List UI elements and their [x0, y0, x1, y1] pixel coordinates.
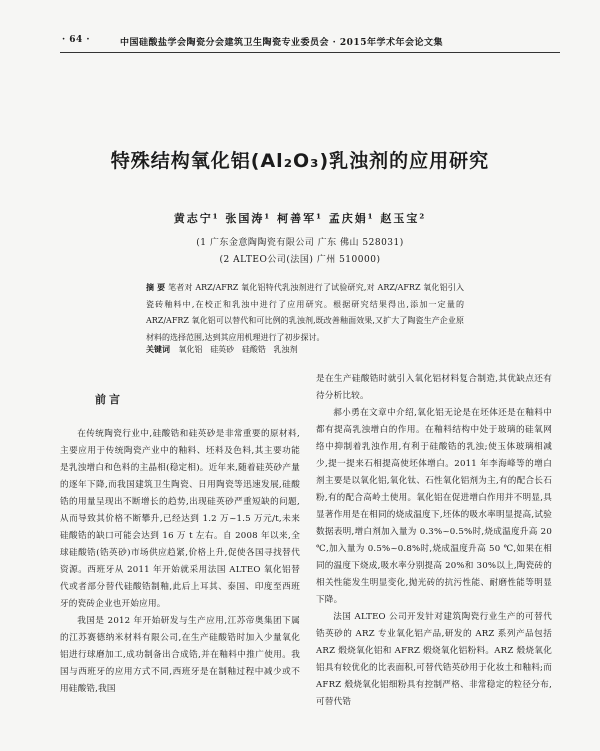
- running-header: [62, 35, 560, 49]
- journal-title: 中国硅酸盐学会陶瓷分会建筑卫生陶瓷专业委员会 · 2015年学术年会论文集: [120, 38, 443, 48]
- affiliation-2: (2 ALTEO公司(法国) 广州 510000): [219, 255, 381, 265]
- body-paragraph: 我国是 2012 年开始研发与生产应用,江苏帝奥集团下属的江苏赛德纳米材料有限公司,在生产硅酸锆时加入少量氧化铝进行球磨加工,成功制备出合成锆,并在釉料中推广使用。我国与西班牙的应用方式不同,西班牙是在制釉过程中减少或不用硅酸锆,我国: [60, 616, 300, 694]
- abstract-text: 笔者对 ARZ/AFRZ 氧化铝特代乳浊剂进行了试验研究,对 ARZ/AFRZ 氧化铝引入瓷砖釉料中,在校正和乳浊中进行了应用研究。根据研究结果得出,添加一定量的 ARZ/AFRZ 氧化铝可以替代和可比例的乳浊剂,既改善釉面效果,又扩大了陶瓷生产企业原材料的选择范围,达到其应用机理进行了初步探讨。: [146, 283, 464, 342]
- keyword: 乳浊剂: [273, 345, 298, 354]
- keyword: 硅酸锆: [241, 345, 266, 354]
- left-column: [60, 426, 300, 698]
- paper-title: 特殊结构氧化铝(Al₂O₃)乳浊剂的应用研究: [110, 150, 490, 172]
- abstract: [146, 279, 464, 346]
- keywords-label: 关键词: [146, 344, 170, 354]
- body-paragraph: 在传统陶瓷行业中,硅酸锆和硅英砂是非常重要的原材料,主要应用于传统陶瓷产业中的釉料、坯料及色料,其主要功能是乳浊增白和色料的主晶相(稳定相)。近年来,随着硅英砂产量的逐年下降,而我国建筑卫生陶瓷、日用陶瓷等迅速发展,硅酸锆的用量呈现出不断增长的趋势,出现硅英砂严重短缺的问题,从而导致其价格不断攀升,已经达到 1.2 万~1.5 万元/t,未来硅酸锆的缺口可能会达到 16 万 t 左右。自 2008 年以来,全球硅酸锆(锆英砂)市场供应趋紧,价格上升,促使各国寻找替代资源。西班牙从 2011 年开始就采用法国 ALTEO 氧化铝替代或者部分替代硅酸锆制釉,此后上耳其、泰国、印度至西班牙的瓷砖企业也开始应用。: [60, 429, 300, 609]
- author-list: 黄志宁¹ 张国涛¹ 柯善军¹ 孟庆娟¹ 赵玉宝²: [173, 212, 427, 225]
- section-heading-preface: 前言: [95, 393, 123, 406]
- body-paragraph: 郝小勇在文章中介绍,氧化铝无论是在坯体还是在釉料中都有提高乳浊增白的作用。在釉料结构中处于玻璃的硅氧网络中抑制着乳浊作用,有利于硅酸锆的乳浊;使玉体玻璃相减少,提一提来石相提高使坯体增白。2011 年李海峰等的增白剂主要是以氧化铝,氧化钛、石性氧化铝剂为主,有的配合长石粉,有的配合高岭土使用。氧化铝在促进增白作用并不明显,具显著作用是在相同的烧成温度下,坯体的吸水率明显提高,试验数据表明,增白剂加入量为 0.3%~0.5%时,烧成温度升高 20 ℃,加入量为 0.5%~0.8%时,烧成温度升高 50 ℃,如果在相同的温度下烧成,吸水率分别提高 20%和 30%以上,陶瓷砖的相关性能发生明显变化,抛光砖的抗污性能、耐磨性能等明显下降。: [316, 408, 552, 605]
- body-paragraph: 法国 ALTEO 公司开发针对建筑陶瓷行业生产的可替代锆英砂的 ARZ 专业氧化铝产品,研发的 ARZ 系列产品包括 ARZ 煅烧氧化铝和 AFRZ 煅烧氧化铝粉料。ARZ 煅烧氧化铝具有较优化的比表面积,可替代锆英砂用于化妆土和釉料;而 AFRZ 煅烧氧化铝细粉具有控制严格、非常稳定的粒径分布,可替代锆: [316, 612, 552, 707]
- keyword: 氧化铝: [178, 345, 203, 354]
- abstract-label: 摘 要: [146, 282, 166, 292]
- keywords: [146, 344, 464, 355]
- page-number: · 64 ·: [62, 35, 91, 45]
- affiliation-1: (1 广东金意陶陶瓷有限公司 广东 佛山 528031): [196, 238, 404, 248]
- body-paragraph: 是在生产硅酸锆时就引入氧化铝材料复合制造,其优缺点还有待分析比较。: [316, 374, 552, 401]
- keyword: 硅英砂: [210, 345, 235, 354]
- header-rule: [60, 52, 560, 53]
- right-column: [316, 371, 552, 711]
